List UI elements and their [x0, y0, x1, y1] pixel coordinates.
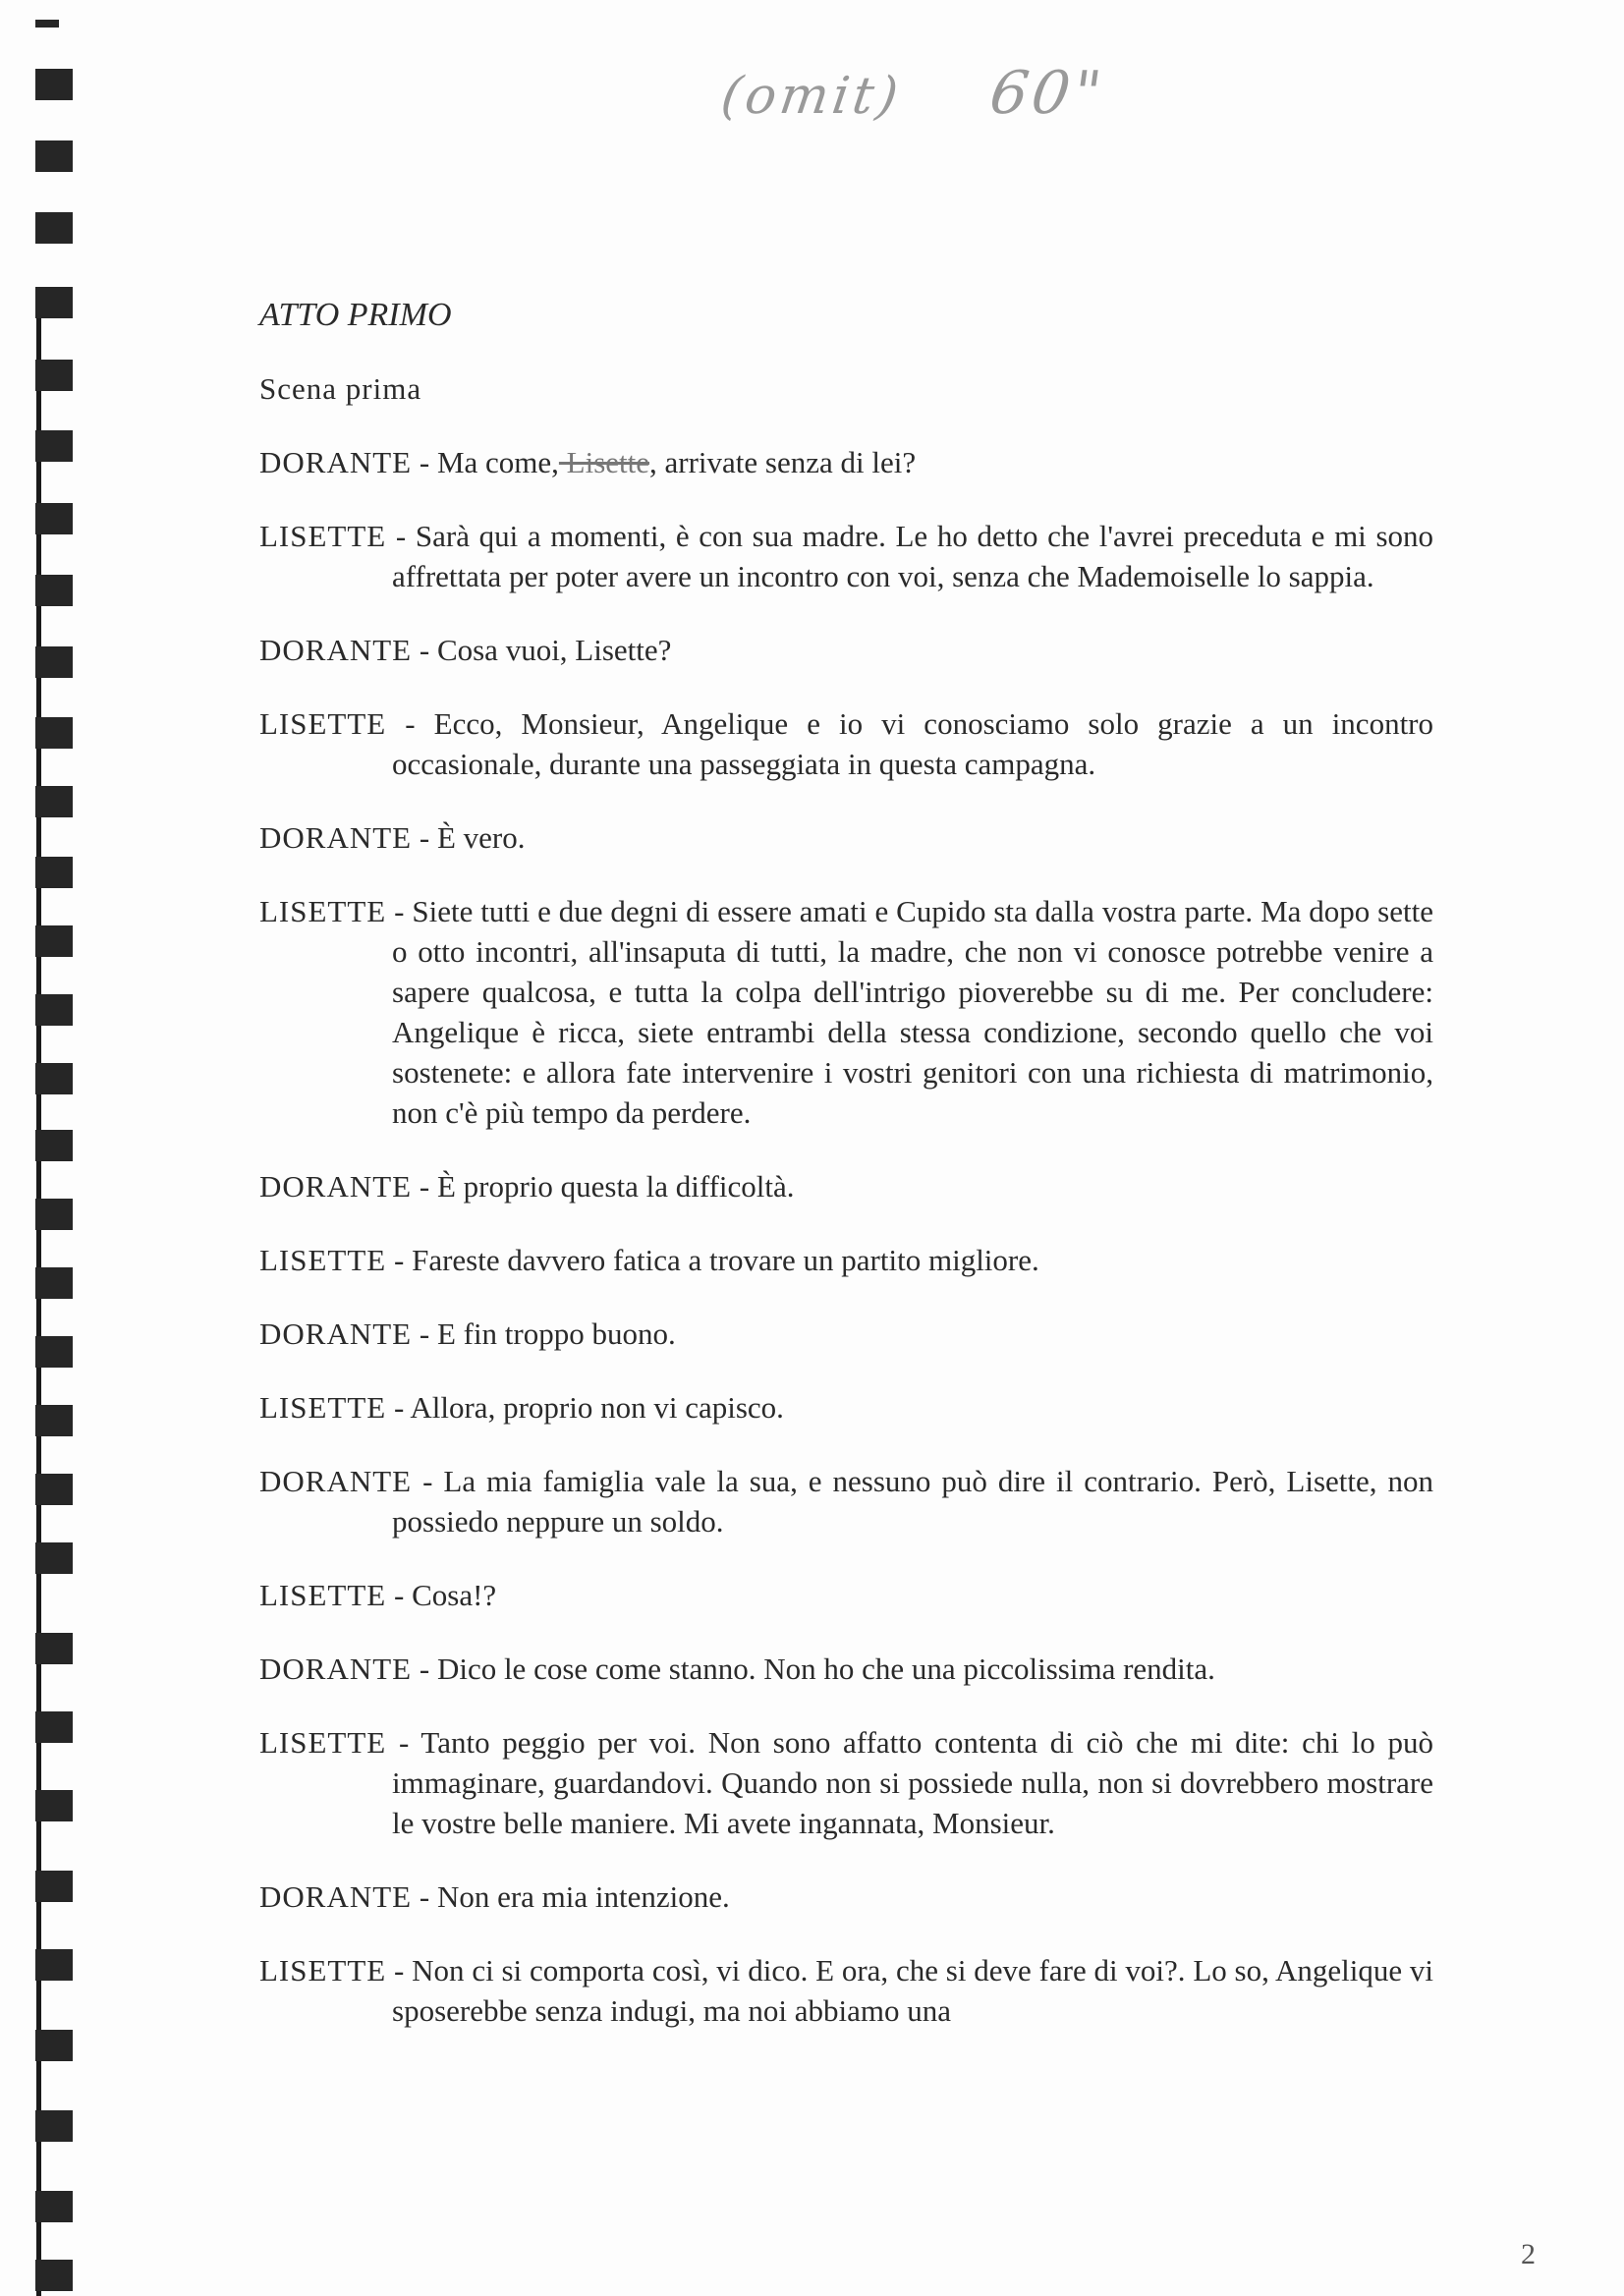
line-text: E fin troppo buono.	[436, 1316, 676, 1351]
dialogue-line	[259, 1240, 1433, 1280]
binding-hole	[35, 2191, 73, 2222]
binding-hole	[35, 503, 73, 534]
binding-hole	[35, 212, 73, 244]
binding-hole	[35, 1199, 73, 1230]
line-text: È vero.	[436, 820, 526, 855]
speaker: LISETTE	[259, 1578, 387, 1612]
binding-hole	[35, 287, 73, 318]
binding-hole	[35, 857, 73, 888]
line-text: Cosa!?	[412, 1578, 497, 1612]
line-text: Fareste davvero fatica a trovare un partito migliore.	[412, 1243, 1039, 1277]
binding-hole	[35, 994, 73, 1026]
separator: -	[412, 633, 437, 667]
line-text: Non era mia intenzione.	[436, 1879, 730, 1914]
binding-hole	[35, 20, 59, 28]
dialogue-line	[259, 1722, 1433, 1843]
binding-hole	[35, 646, 73, 678]
separator: -	[386, 519, 416, 553]
dialogue-line	[259, 1314, 1433, 1354]
binding-hole	[35, 360, 73, 391]
speaker: DORANTE	[259, 1464, 413, 1498]
script-page	[259, 295, 1433, 2064]
line-text: Tanto peggio per voi. Non sono affatto contenta di ciò che mi dite: chi lo può immaginare, guardandovi. Quando non si possiede nulla, non si dovrebbero mostrare le vostre belle maniere. Mi avete ingannata, Monsieur.	[392, 1725, 1433, 1840]
binding-hole	[35, 925, 73, 957]
speaker: DORANTE	[259, 633, 413, 667]
line-text: La mia famiglia vale la sua, e nessuno può dire il contrario. Però, Lisette, non possiedo neppure un soldo.	[392, 1464, 1433, 1539]
separator: -	[386, 1243, 413, 1277]
dialogue-line	[259, 1166, 1433, 1206]
line-text: Ma come,	[436, 445, 559, 479]
speaker: LISETTE	[259, 1725, 387, 1760]
comb-binding	[0, 0, 118, 2296]
binding-hole	[35, 1633, 73, 1664]
separator: -	[412, 1316, 437, 1351]
binding-spine	[36, 312, 41, 2296]
dialogue-line	[259, 1876, 1433, 1917]
line-text: Non ci si comporta così, vi dico. E ora, che si deve fare di voi?. Lo so, Angelique vi sposerebbe senza indugi, ma noi abbiamo una	[392, 1953, 1433, 2028]
speaker: DORANTE	[259, 1879, 413, 1914]
binding-hole	[35, 2030, 73, 2061]
binding-hole	[35, 2110, 73, 2142]
line-text: Allora, proprio non vi capisco.	[410, 1390, 784, 1425]
speaker: LISETTE	[259, 894, 387, 928]
speaker: DORANTE	[259, 820, 413, 855]
speaker: LISETTE	[259, 1953, 387, 1988]
binding-hole	[35, 430, 73, 462]
separator: -	[386, 894, 413, 928]
handwritten-note	[717, 59, 1109, 128]
speaker: DORANTE	[259, 445, 413, 479]
binding-hole	[35, 1336, 73, 1368]
dialogue-line	[259, 703, 1433, 784]
binding-hole	[35, 140, 73, 172]
separator: -	[412, 820, 437, 855]
binding-hole	[35, 1711, 73, 1743]
speaker: DORANTE	[259, 1169, 413, 1204]
scene-title: Scena prima	[259, 371, 422, 406]
binding-hole	[35, 2260, 73, 2291]
line-text: Ecco, Monsieur, Angelique e io vi conosciamo solo grazie a un incontro occasionale, durante una passeggiata in questa campagna.	[392, 706, 1434, 781]
separator: -	[412, 445, 437, 479]
binding-hole	[35, 1474, 73, 1505]
binding-hole	[35, 1267, 73, 1299]
binding-hole	[35, 69, 73, 100]
dialogue-line	[259, 891, 1433, 1133]
line-text: Dico le cose come stanno. Non ho che una piccolissima rendita.	[436, 1652, 1215, 1686]
binding-hole	[35, 1405, 73, 1436]
binding-hole	[35, 1542, 73, 1574]
line-text: Siete tutti e due degni di essere amati e Cupido sta dalla vostra parte. Ma dopo sette o otto incontri, all'insaputa di tutti, la madre, che non vi conosce potrebbe venire a sapere qualcosa, e tutta la colpa dell'intrigo pioverebbe su di me. Per concludere: Angelique è ricca, siete entrambi della stessa condizione, secondo quello che voi sostenete: e allora fate intervenire i vostri genitori con una richiesta di matrimonio, non c'è più tempo da perdere.	[392, 894, 1433, 1130]
act-title: ATTO PRIMO	[259, 297, 452, 333]
speaker: DORANTE	[259, 1652, 413, 1686]
dialogue-line	[259, 1950, 1433, 2031]
binding-hole	[35, 1871, 73, 1902]
separator: -	[386, 1390, 411, 1425]
separator: -	[412, 1464, 444, 1498]
line-text: Sarà qui a momenti, è con sua madre. Le ho detto che l'avrei preceduta e mi sono affrettata per poter avere un incontro con voi, senza che Mademoiselle lo sappia.	[392, 519, 1434, 593]
dialogue-line	[259, 1649, 1433, 1689]
separator: -	[386, 706, 434, 741]
dialogue-line	[259, 1575, 1433, 1615]
binding-hole	[35, 717, 73, 749]
separator: -	[412, 1652, 437, 1686]
binding-hole	[35, 1949, 73, 1981]
page-number: 2	[1521, 2238, 1536, 2270]
handwritten-number: 60"	[985, 59, 1110, 128]
binding-hole	[35, 786, 73, 817]
line-text: Cosa vuoi, Lisette?	[436, 633, 672, 667]
separator: -	[386, 1725, 421, 1760]
speaker: DORANTE	[259, 1316, 413, 1351]
separator: -	[386, 1578, 413, 1612]
dialogue-line	[259, 1387, 1433, 1428]
binding-hole	[35, 1063, 73, 1094]
separator: -	[412, 1169, 437, 1204]
dialogue-line	[259, 817, 1433, 858]
line-text: , arrivate senza di lei?	[649, 445, 917, 479]
binding-hole	[35, 1130, 73, 1161]
binding-hole	[35, 1790, 73, 1821]
speaker: LISETTE	[259, 706, 387, 741]
struck-text: Lisette	[558, 445, 650, 479]
separator: -	[412, 1879, 437, 1914]
dialogue-line	[259, 1461, 1433, 1541]
line-text: È proprio questa la difficoltà.	[436, 1169, 795, 1204]
dialogue-line	[259, 630, 1433, 670]
separator: -	[386, 1953, 413, 1988]
speaker: LISETTE	[259, 519, 387, 553]
binding-hole	[35, 575, 73, 606]
dialogue-line	[259, 516, 1433, 596]
speaker: LISETTE	[259, 1390, 387, 1425]
speaker: LISETTE	[259, 1243, 387, 1277]
handwritten-word: (omit)	[717, 67, 906, 126]
dialogue-line	[259, 442, 1433, 482]
